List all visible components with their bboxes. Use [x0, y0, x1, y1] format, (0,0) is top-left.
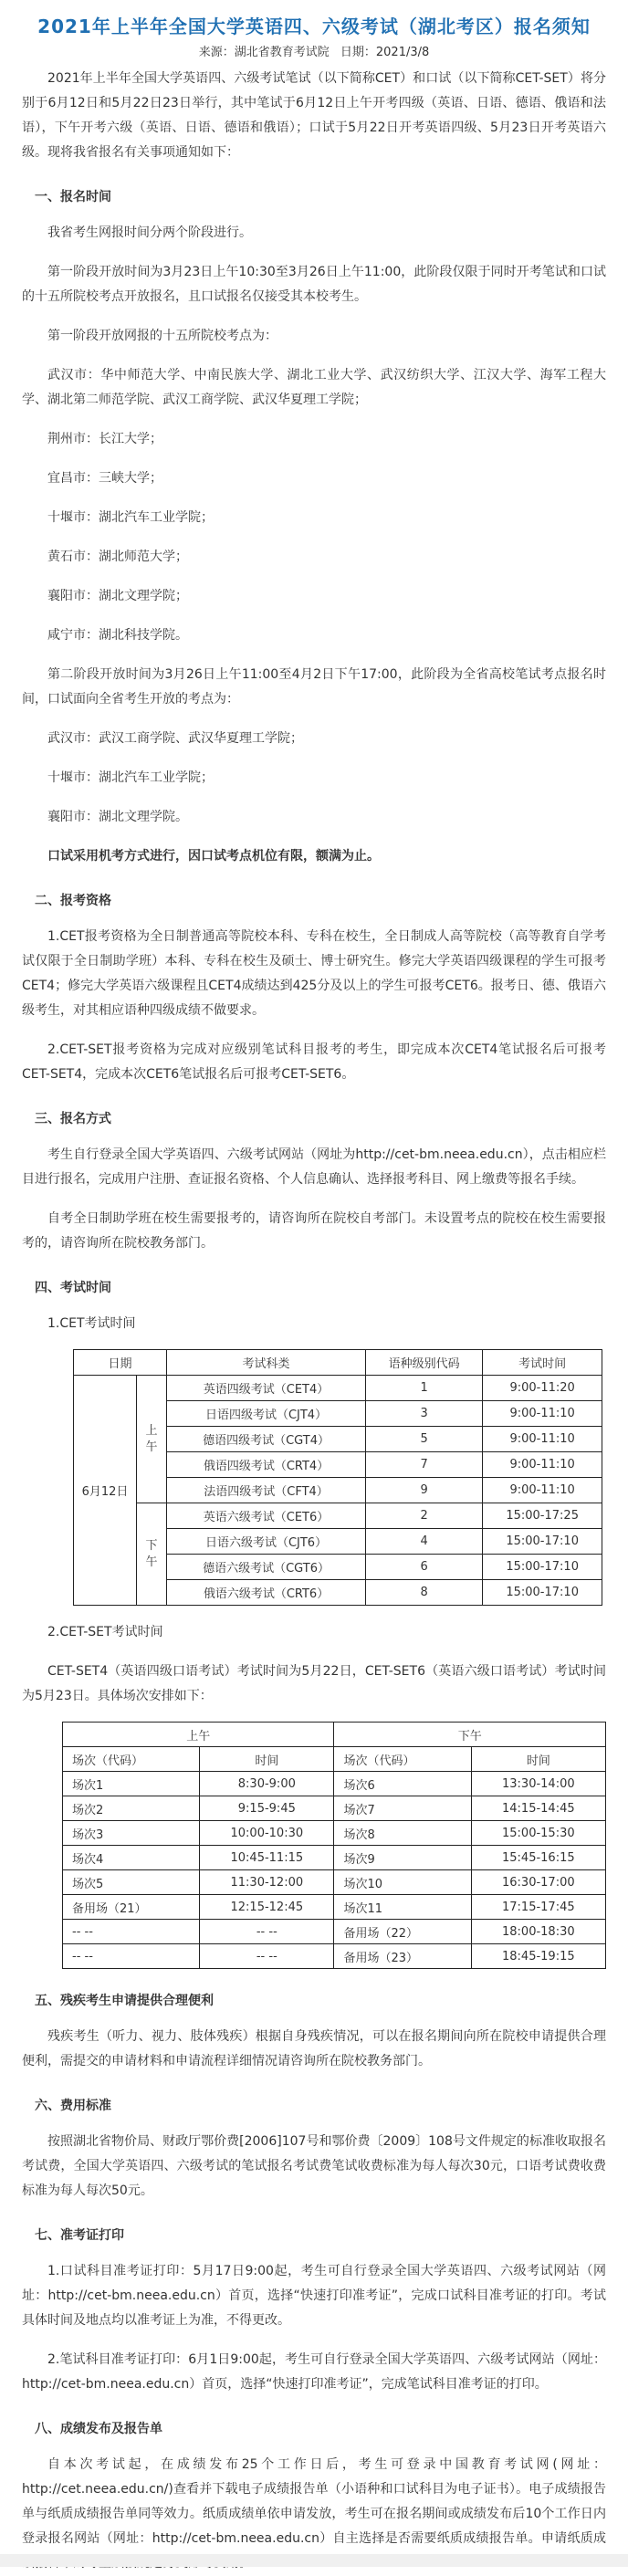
- paragraph: 残疾考生（听力、视力、肢体残疾）根据自身残疾情况，可以在报名期间向所在院校申请提供合理便利，需提交的申请材料和申请流程详细情况请咨询所在院校教务部门。: [22, 2029, 606, 2068]
- paragraph: 第一阶段开放时间为3月23日上午10:30至3月26日上午11:00，此阶段仅限于同时开考笔试和口试的十五所院校考点开放报名，且口试报名仅接受其本校考生。: [22, 265, 606, 304]
- header-cell: 时间: [200, 1747, 334, 1772]
- table-cell: 场次8: [334, 1821, 471, 1846]
- paragraph: 第二阶段开放时间为3月26日上午11:00至4月2日下午17:00，此阶段为全省高校笔试考点报名时间，口试面向全省考生开放的考点为：: [22, 667, 606, 707]
- table-cell: 8: [366, 1580, 483, 1606]
- header-cell: 考试时间: [483, 1350, 602, 1376]
- table-cell: 18:00-18:30: [471, 1920, 605, 1944]
- table-cell: 10:00-10:30: [200, 1821, 334, 1846]
- table-row: [63, 1796, 606, 1821]
- table-header-row: [74, 1350, 602, 1376]
- page-title: 2021年上半年全国大学英语四、六级考试（湖北考区）报名须知: [37, 16, 591, 37]
- list-item: 武汉市：华中师范大学、中南民族大学、湖北工业大学、武汉纺织大学、江汉大学、海军工程大学、湖北第二师范学院、武汉工商学院、武汉华夏理工学院；: [22, 368, 606, 407]
- morning-cell: [137, 1376, 167, 1503]
- table-cell: 备用场（21）: [63, 1895, 200, 1920]
- table-cell: 场次4: [63, 1846, 200, 1870]
- table-cell: 英语四级考试（CET4）: [167, 1376, 366, 1401]
- set-schedule-table: [62, 1722, 606, 1969]
- section-heading-8: 八、成绩发布及报告单: [35, 2422, 162, 2436]
- table-cell: 日语六级考试（CJT6）: [167, 1529, 366, 1555]
- table-cell: 15:00-17:10: [483, 1529, 602, 1555]
- list-item: 宜昌市：三峡大学；: [47, 471, 162, 486]
- table-cell: 7: [366, 1452, 483, 1478]
- table-cell: 9:15-9:45: [200, 1796, 334, 1821]
- table-row: [63, 1895, 606, 1920]
- table-cell: 场次3: [63, 1821, 200, 1846]
- list-item: 咸宁市：湖北科技学院。: [47, 628, 188, 643]
- table-row: [74, 1503, 602, 1529]
- table-cell: 4: [366, 1529, 483, 1555]
- paragraph: 我省考生网报时间分两个阶段进行。: [47, 225, 252, 240]
- afternoon-cell: [137, 1503, 167, 1606]
- paragraph: 1.CET报考资格为全日制普通高等院校本科、专科在校生，全日制成人高等院校（高等教育自学考试仅限于全日制助学班）本科、专科在校生及硕士、博士研究生。修完大学英语四级课程的学生可报考CET4；修完大学英语六级课程且CET4成绩达到425分及以上的学生可报考CET6。报考日、德、俄语六级考生，对其相应语种四级成绩不做要求。: [22, 929, 606, 1018]
- header-cell: 语种级别代码: [366, 1350, 483, 1376]
- table-cell: 15:00-17:10: [483, 1580, 602, 1606]
- table-cell: 9:00-11:20: [483, 1376, 602, 1401]
- section-heading-7: 七、准考证打印: [35, 2228, 124, 2243]
- paragraph: 按照湖北省物价局、财政厅鄂价费[2006]107号和鄂价费〔2009〕108号文件规定的标准收取报名考试费，全国大学英语四、六级考试的笔试报名考试费笔试收费标准为每人每次30元，口语考试费收费标准为每人每次50元。: [22, 2134, 606, 2198]
- table-cell: 备用场（22）: [334, 1920, 471, 1944]
- table-header-row: [63, 1723, 606, 1747]
- source-label: 来源：湖北省教育考试院: [198, 46, 330, 59]
- table-cell: 备用场（23）: [334, 1944, 471, 1969]
- table-row: [74, 1376, 602, 1401]
- table-cell: -- --: [63, 1944, 200, 1969]
- table-cell: 9: [366, 1478, 483, 1503]
- table-cell: 场次7: [334, 1796, 471, 1821]
- section-heading-5: 五、残疾考生申请提供合理便利: [35, 1994, 214, 2008]
- table-cell: 15:00-17:10: [483, 1555, 602, 1580]
- paragraph: CET-SET4（英语四级口语考试）考试时间为5月22日，CET-SET6（英语六级口语考试）考试时间为5月23日。具体场次安排如下：: [22, 1664, 606, 1703]
- table-cell: 12:15-12:45: [200, 1895, 334, 1920]
- table-cell: 10:45-11:15: [200, 1846, 334, 1870]
- cet-schedule-table: [73, 1349, 602, 1606]
- paragraph: 考生自行登录全国大学英语四、六级考试网站（网址为http://cet-bm.neea.edu.cn），点击相应栏目进行报名，完成用户注册、查证报名资格、个人信息确认、选择报考科目、网上缴费等报名手续。: [22, 1147, 606, 1187]
- table-cell: 16:30-17:00: [471, 1870, 605, 1895]
- table-row: [63, 1870, 606, 1895]
- table-cell: -- --: [200, 1920, 334, 1944]
- table-cell: 8:30-9:00: [200, 1772, 334, 1796]
- table-cell: 场次9: [334, 1846, 471, 1870]
- table-cell: 15:00-15:30: [471, 1821, 605, 1846]
- table-cell: -- --: [200, 1944, 334, 1969]
- list-item: 襄阳市：湖北文理学院。: [47, 810, 188, 824]
- oral-exam-note: 口试采用机考方式进行，因口试考点机位有限，额满为止。: [47, 849, 380, 864]
- table-row: [63, 1846, 606, 1870]
- section-heading-6: 六、费用标准: [35, 2099, 111, 2113]
- table-cell: 5: [366, 1427, 483, 1452]
- table-cell: 场次1: [63, 1772, 200, 1796]
- header-cell: 下午: [334, 1723, 606, 1747]
- table-cell: 英语六级考试（CET6）: [167, 1503, 366, 1529]
- table-cell: 法语四级考试（CFT4）: [167, 1478, 366, 1503]
- morning-label: 上午: [145, 1423, 158, 1454]
- table-cell: 13:30-14:00: [471, 1772, 605, 1796]
- table-cell: 场次6: [334, 1772, 471, 1796]
- list-item: 荆州市：长江大学；: [47, 432, 162, 446]
- header-cell: 上午: [63, 1723, 334, 1747]
- table-cell: 17:15-17:45: [471, 1895, 605, 1920]
- table-cell: 9:00-11:10: [483, 1478, 602, 1503]
- header-cell: 场次（代码）: [334, 1747, 471, 1772]
- paragraph: 自考全日制助学班在校生需要报考的，请咨询所在院校自考部门。未设置考点的院校在校生需要报考的，请咨询所在院校教务部门。: [22, 1211, 606, 1251]
- list-item: 襄阳市：湖北文理学院；: [47, 589, 188, 603]
- list-item: 十堰市：湖北汽车工业学院；: [47, 510, 214, 525]
- table-cell: 9:00-11:10: [483, 1452, 602, 1478]
- table-cell: 德语四级考试（CGT4）: [167, 1427, 366, 1452]
- table-cell: 9:00-11:10: [483, 1427, 602, 1452]
- header-cell: 场次（代码）: [63, 1747, 200, 1772]
- header-cell: 时间: [471, 1747, 605, 1772]
- table-cell: 俄语六级考试（CRT6）: [167, 1580, 366, 1606]
- afternoon-label: 下午: [145, 1538, 158, 1569]
- table-cell: 俄语四级考试（CRT4）: [167, 1452, 366, 1478]
- section-heading-3: 三、报名方式: [35, 1112, 111, 1126]
- table-cell: 2: [366, 1503, 483, 1529]
- paragraph: 2.笔试科目准考证打印：6月1日9:00起，考生可自行登录全国大学英语四、六级考试网站（网址：http://cet-bm.neea.edu.cn）首页，选择“快速打印准考证”，完成笔试科目准考证的打印。: [22, 2352, 606, 2392]
- intro-paragraph: 2021年上半年全国大学英语四、六级考试笔试（以下简称CET）和口试（以下简称CET-SET）将分别于6月12日和5月22日23日举行，其中笔试于6月12日上午开考四级（英语、日语、德语、俄语和法语），下午开考六级（英语、日语、德语和俄语）；口试于5月22日开考英语四级、5月23日开考英语六级。现将我省报名有关事项通知如下：: [22, 71, 606, 160]
- table-cell: 德语六级考试（CGT6）: [167, 1555, 366, 1580]
- list-item: 武汉市：武汉工商学院、武汉华夏理工学院；: [47, 731, 303, 746]
- table-cell: 场次10: [334, 1870, 471, 1895]
- section-heading-4: 四、考试时间: [35, 1281, 111, 1295]
- table-row: [63, 1944, 606, 1969]
- table-cell: 18:45-19:15: [471, 1944, 605, 1969]
- table-row: [63, 1920, 606, 1944]
- table-cell: 15:00-17:25: [483, 1503, 602, 1529]
- paragraph: 2.CET-SET报考资格为完成对应级别笔试科目报考的考生，即完成本次CET4笔试报名后可报考CET-SET4，完成本次CET6笔试报名后可报考CET-SET6。: [22, 1042, 606, 1082]
- section-heading-1: 一、报名时间: [35, 190, 111, 204]
- table-cell: 11:30-12:00: [200, 1870, 334, 1895]
- list-item: 黄石市：湖北师范大学；: [47, 550, 188, 564]
- table-cell: 场次11: [334, 1895, 471, 1920]
- table-cell: 场次5: [63, 1870, 200, 1895]
- section-heading-2: 二、报考资格: [35, 894, 111, 908]
- bottom-scroll-edge: [0, 2554, 628, 2567]
- table-cell: 1: [366, 1376, 483, 1401]
- table-row: [63, 1772, 606, 1796]
- list-item: 十堰市：湖北汽车工业学院；: [47, 770, 214, 785]
- table-cell: 14:15-14:45: [471, 1796, 605, 1821]
- paragraph: 第一阶段开放网报的十五所院校考点为：: [47, 329, 277, 343]
- table-cell: 场次2: [63, 1796, 200, 1821]
- paragraph: 自本次考试起，在成绩发布25个工作日后，考生可登录中国教育考试网(网址：http://cet.neea.edu.cn/)查看并下载电子成绩报告单（小语种和口试科目为电子证书）。电子成绩报告单与纸质成绩报告单同等效力。纸质成绩单依申请发放，考生可在报名期间或成绩发布后10个工作日内登录报名网站（网址：http://cet-bm.neea.edu.cn）自主选择是否需要纸质成绩报告单。申请纸质成: [22, 2457, 606, 2546]
- paragraph: 1.口试科目准考证打印：5月17日9:00起，考生可自行登录全国大学英语四、六级考试网站（网址：http://cet-bm.neea.edu.cn）首页，选择“快速打印准考证”，完成口试科目准考证的打印。考试具体时间及地点均以准考证上为准，不得更改。: [22, 2264, 606, 2328]
- table-cell: 9:00-11:10: [483, 1401, 602, 1427]
- subheading-set: 2.CET-SET考试时间: [47, 1625, 163, 1639]
- table-cell: 日语四级考试（CJT4）: [167, 1401, 366, 1427]
- subheading-cet: 1.CET考试时间: [47, 1316, 136, 1331]
- date-cell: 6月12日: [74, 1376, 137, 1606]
- header-cell: 日期: [74, 1350, 167, 1376]
- table-cell: 3: [366, 1401, 483, 1427]
- table-cell: 6: [366, 1555, 483, 1580]
- article-meta: [22, 42, 606, 59]
- header-cell: 考试科类: [167, 1350, 366, 1376]
- table-header-row: [63, 1747, 606, 1772]
- table-row: [63, 1821, 606, 1846]
- date-label: 日期：2021/3/8: [340, 46, 430, 59]
- table-cell: -- --: [63, 1920, 200, 1944]
- table-cell: 15:45-16:15: [471, 1846, 605, 1870]
